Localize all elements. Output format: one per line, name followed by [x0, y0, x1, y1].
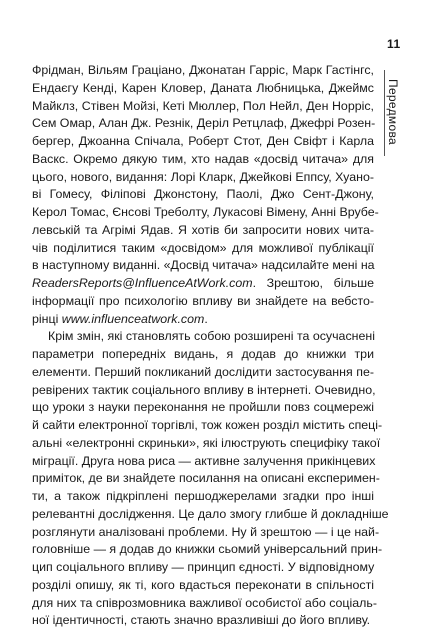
paragraph-1-line [32, 240, 374, 258]
italic-text: www.influenceatwork.com [61, 311, 205, 326]
paragraph-1-line [32, 133, 374, 151]
text-segment: цип соціального впливу — принцип єдності. У відповідному [32, 560, 375, 574]
body-text [32, 62, 389, 630]
paragraph-1-line [32, 275, 374, 293]
page-number: 11 [387, 37, 401, 51]
text-segment: Керол Томас, Єнсові Треболту, Лукасові Вімену, Анні Врубе- [32, 205, 379, 219]
paragraph-1-line [32, 257, 374, 275]
text-segment: елементи. Перший покликаний дослідити застосування пе- [32, 364, 374, 379]
text-segment: в наступному виданні. «Досвід читача» надсилайте мені на [32, 258, 375, 273]
text-segment: чів поділитися таким «досвідом» для можливої публікації [32, 240, 374, 255]
text-segment: що уроки з науки переконання не пройшли повз соцмережі [32, 400, 374, 415]
text-segment: Сем Омар, Алан Дж. Резнік, Деріл Ретцлаф, Джефрі Розен- [32, 116, 376, 131]
text-segment: головніше — я додав до книжки сьомий універсальний прин- [32, 542, 383, 557]
text-segment: параметри попередніх видань, я додав до книжки три [32, 347, 374, 361]
paragraph-2-line [32, 453, 374, 471]
text-segment: альні «електронні скриньки», які ілюструють специфіку такої [32, 435, 381, 450]
paragraph-2-line [32, 524, 380, 542]
text-segment: й сайти електронної торгівлі, тож кожен розділ містить спеці- [32, 418, 383, 432]
text-segment: Ендаєгу Кенді, Карен Кловер, Даната Любницька, Джеймс [32, 80, 374, 95]
paragraph-1-line [32, 222, 374, 240]
italic-text: ReadersReports@InfluenceAtWork.com [32, 276, 253, 290]
text-segment: ти, а також підкріплені першоджерелами згадки про інші [32, 489, 374, 503]
paragraph-1-line [32, 115, 374, 133]
text-segment: розділі опишу, як ті, кого вдасться переконати в спільності [32, 577, 374, 592]
text-segment: Крім змін, які становлять собою розширені та осучаснені [48, 329, 375, 344]
paragraph-2-line [32, 541, 383, 559]
text-segment: рінці [32, 311, 62, 326]
text-segment: бергер, Джоанна Спічала, Роберт Стот, Ден Свіфт і Карла [32, 134, 374, 148]
text-segment: . [204, 311, 208, 326]
chapter-side-tab-label: Передмова [386, 79, 400, 145]
text-segment: ревірених тактик соціального впливу в інтернеті. Очевидно, [32, 382, 376, 397]
text-segment: левській та Агрімі Ядав. Я хотів би запросити нових чита- [32, 222, 374, 237]
paragraph-1-line [32, 62, 374, 80]
text-segment: цього, нового, видання: Лорі Кларк, Джейкові Еппсу, Хуано- [32, 169, 374, 184]
paragraph-2-line [32, 328, 374, 346]
text-segment: Майклз, Стівен Мойзі, Кеті Мюллер, Пол Нейл, Ден Норріс, [32, 98, 374, 113]
paragraph-1-line [32, 204, 379, 222]
text-segment: Васкс. Окремо дякую тим, хто надав «досвід читача» для [32, 151, 374, 166]
paragraph-1-line [32, 151, 374, 169]
paragraph-1-line [32, 80, 374, 98]
paragraph-2-line [32, 488, 374, 506]
text-segment: релевантні дослідження. Це дало змогу глибше й докладніше [32, 506, 389, 521]
paragraph-2-line [32, 506, 389, 524]
paragraph-2-line [32, 559, 374, 577]
paragraph-1-line [32, 169, 374, 187]
paragraph-2-line [32, 382, 374, 400]
paragraph-2-line [32, 435, 381, 453]
text-segment: міграції. Друга нова риса — активне залучення прикінцевих [32, 453, 376, 468]
text-segment: для них та співрозмовника важливої особистої або соціаль- [32, 595, 377, 610]
paragraph-2-line [32, 364, 374, 382]
text-segment: розглянути аналізовані проблеми. Ну й зрештою — і це най- [32, 524, 380, 539]
paragraph-2-line [32, 346, 374, 364]
text-segment: приміток, де ви знайдете посилання на описані експеримен- [32, 471, 380, 486]
paragraph-2-line [32, 577, 374, 595]
paragraph-1-line [32, 186, 374, 204]
text-segment: Фрідман, Вільям Граціано, Джонатан Гарріс, Марк Гастінгс, [32, 63, 374, 77]
paragraph-1-line [32, 311, 374, 329]
text-segment: . Зрештою, більше [252, 276, 374, 290]
paragraph-2-line [32, 399, 374, 417]
text-segment: ної ідентичності, стають значно вразливіші до його впливу. [32, 613, 371, 628]
text-segment: ві Гомесу, Філіпові Джонстону, Паолі, Джо Сент-Джону, [32, 187, 374, 202]
paragraph-2-line [32, 470, 380, 488]
paragraph-2-line [32, 612, 374, 630]
paragraph-1-line [32, 293, 374, 311]
paragraph-2-line [32, 417, 383, 435]
paragraph-1-line [32, 98, 374, 116]
paragraph-2-line [32, 595, 377, 613]
text-segment: інформації про психологію впливу ви знайдете на вебсто- [32, 293, 374, 308]
